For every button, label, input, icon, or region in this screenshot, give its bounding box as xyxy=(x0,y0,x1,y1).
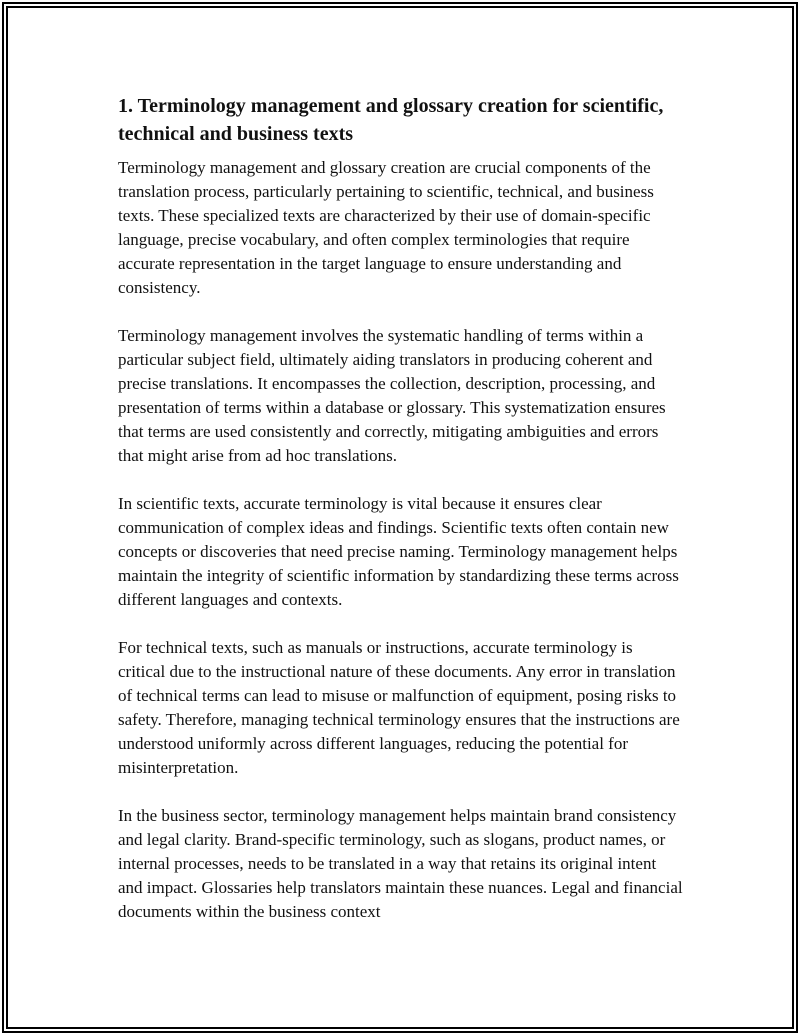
paragraph-intro: Terminology management and glossary creation are crucial components of the translation process, particularly pertaining to scientific, technical, and business texts. These specialized texts are characterized by their use of domain-specific language, precise vocabulary, and often complex terminologies that require accurate representation in the target language to ensure understanding and consistency. xyxy=(118,158,654,297)
document-body xyxy=(118,92,684,948)
paragraph-business-texts: In the business sector, terminology management helps maintain brand consistency and legal clarity. Brand-specific terminology, such as slogans, product names, or internal processes, needs to be translated in a way that retains its original intent and impact. Glossaries help translators maintain these nuances. Legal and financial documents within the business context xyxy=(118,806,683,921)
paragraph-technical-texts: For technical texts, such as manuals or instructions, accurate terminology is critical due to the instructional nature of these documents. Any error in translation of technical terms can lead to misuse or malfunction of equipment, posing risks to safety. Therefore, managing technical terminology ensures that the instructions are understood uniformly across different languages, reducing the potential for misinterpretation. xyxy=(118,638,680,777)
paragraph-terminology-management: Terminology management involves the systematic handling of terms within a particular subject field, ultimately aiding translators in producing coherent and precise translations. It encompasses the collection, description, processing, and presentation of terms within a database or glossary. This systematization ensures that terms are used consistently and correctly, mitigating ambiguities and errors that might arise from ad hoc translations. xyxy=(118,326,666,465)
paragraph-scientific-texts: In scientific texts, accurate terminology is vital because it ensures clear communication of complex ideas and findings. Scientific texts often contain new concepts or discoveries that need precise naming. Terminology management helps maintain the integrity of scientific information by standardizing these terms across different languages and contexts. xyxy=(118,494,679,609)
section-heading: 1. Terminology management and glossary creation for scientific, technical and business texts xyxy=(118,95,664,145)
